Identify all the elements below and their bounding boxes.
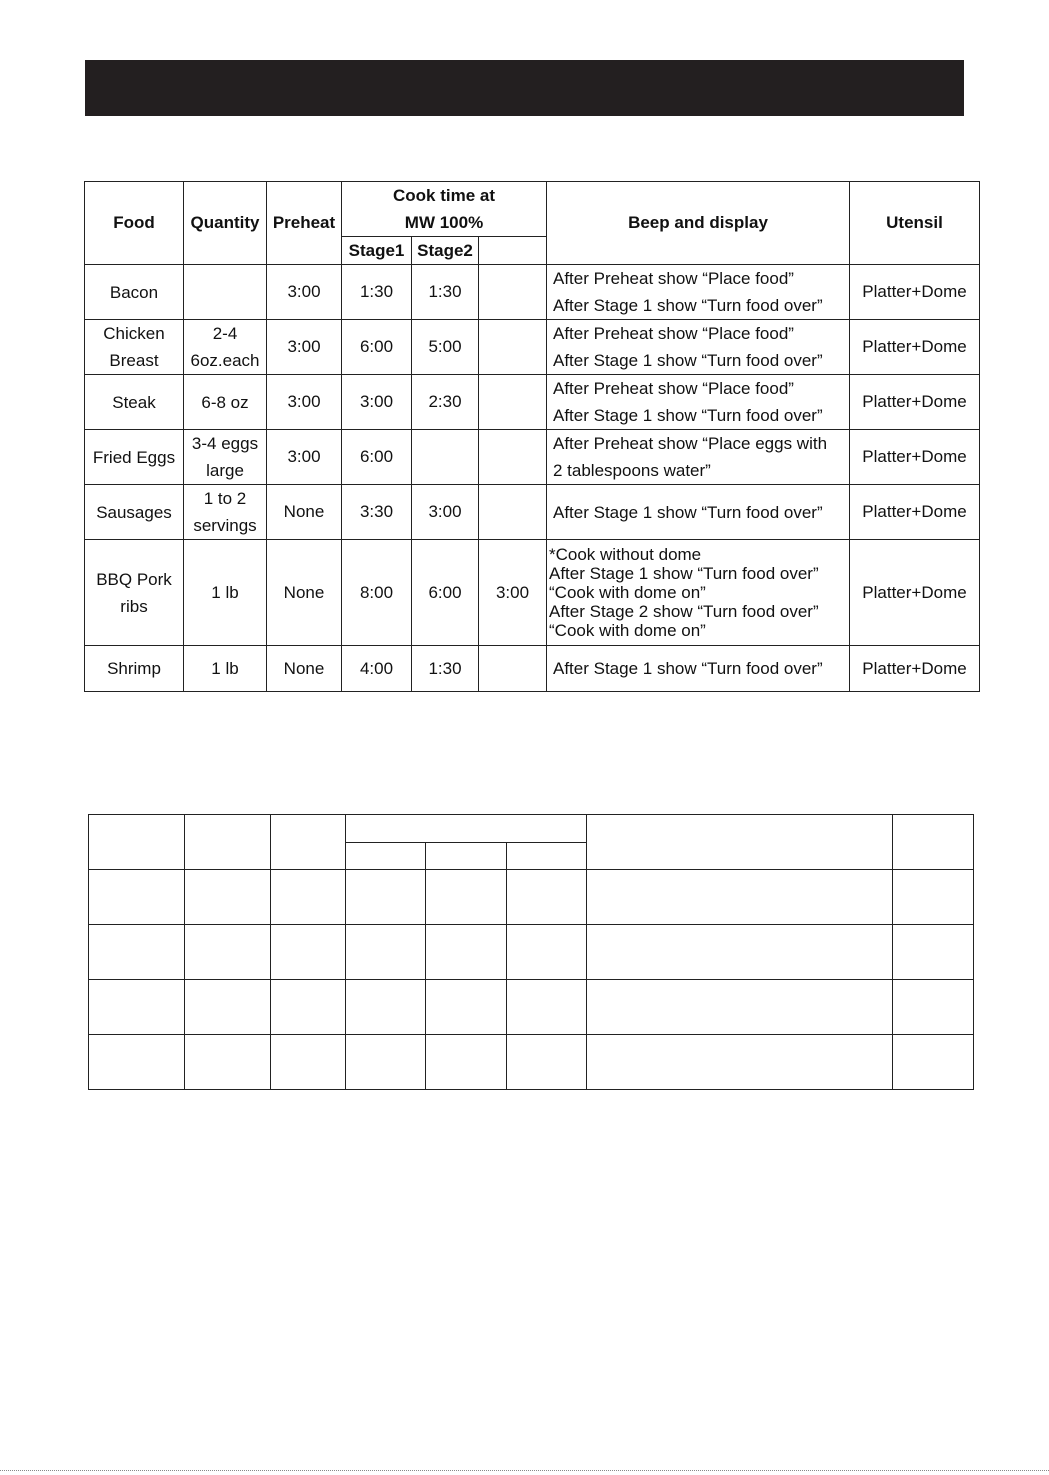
cell-beep-display-line: After Stage 2 show “Turn food over” <box>549 602 819 621</box>
blank-row <box>89 980 974 1035</box>
blank-cell <box>271 980 346 1035</box>
cell-quantity-line: large <box>206 461 244 480</box>
blank-cell <box>346 925 426 980</box>
blank-row <box>89 925 974 980</box>
blank-cell <box>426 925 507 980</box>
blank-cell <box>507 980 587 1035</box>
blank-cell <box>89 980 185 1035</box>
blank-cell <box>89 870 185 925</box>
blank-cell <box>587 870 893 925</box>
cell-quantity-line: 1 lb <box>211 583 239 602</box>
blank-cell <box>89 815 185 870</box>
cell-utensil: Platter+Dome <box>850 646 980 692</box>
blank-cell <box>185 870 271 925</box>
cell-utensil: Platter+Dome <box>850 265 980 320</box>
cell-food-line: ribs <box>120 596 148 616</box>
blank-cell <box>893 925 974 980</box>
cell-stage3 <box>479 485 547 540</box>
cell-quantity <box>184 320 267 375</box>
table-row <box>85 265 980 320</box>
cell-utensil: Platter+Dome <box>850 375 980 430</box>
blank-cell <box>507 870 587 925</box>
cell-beep-display <box>547 265 850 320</box>
cell-utensil: Platter+Dome <box>850 430 980 485</box>
cell-food-line: Steak <box>112 392 156 412</box>
cell-beep-display <box>547 430 850 485</box>
blank-cell <box>426 980 507 1035</box>
blank-cell <box>893 980 974 1035</box>
cooking-guide-table <box>84 181 980 692</box>
cell-food <box>85 375 184 430</box>
cell-stage3: 3:00 <box>479 540 547 646</box>
cell-stage3 <box>479 375 547 430</box>
table-row <box>85 485 980 540</box>
cell-stage2: 1:30 <box>412 646 479 692</box>
blank-cell <box>271 925 346 980</box>
blank-cell <box>346 980 426 1035</box>
cell-utensil: Platter+Dome <box>850 320 980 375</box>
cell-quantity <box>184 540 267 646</box>
cell-beep-display-line: “Cook with dome on” <box>549 583 706 602</box>
cell-stage1: 4:00 <box>342 646 412 692</box>
cell-utensil: Platter+Dome <box>850 540 980 646</box>
cell-beep-display-line: After Preheat show “Place food” <box>553 324 794 343</box>
blank-cell <box>89 1035 185 1090</box>
blank-cell <box>346 870 426 925</box>
cell-quantity-line: 1 lb <box>211 659 239 678</box>
cell-quantity-line: 2-4 <box>212 324 238 343</box>
cell-food <box>85 430 184 485</box>
header-cook-time-line1: Cook time at <box>392 186 496 205</box>
cell-quantity <box>184 375 267 430</box>
cell-quantity-line: 3-4 eggs <box>191 434 259 453</box>
cell-food-line: Sausages <box>96 502 172 522</box>
cell-beep-display-line: After Stage 1 show “Turn food over” <box>553 351 823 370</box>
blank-cell <box>587 925 893 980</box>
blank-cell <box>587 1035 893 1090</box>
cell-stage3 <box>479 320 547 375</box>
cell-preheat: 3:00 <box>267 375 342 430</box>
cell-beep-display-line: After Stage 1 show “Turn food over” <box>553 659 823 678</box>
blank-cell <box>271 815 346 870</box>
cell-stage3 <box>479 646 547 692</box>
cell-beep-display-line: After Stage 1 show “Turn food over” <box>549 564 819 583</box>
cell-beep-display-line: After Preheat show “Place eggs with <box>553 434 828 453</box>
blank-cell <box>271 870 346 925</box>
header-food: Food <box>85 182 184 265</box>
blank-cell <box>893 815 974 870</box>
cell-food <box>85 540 184 646</box>
blank-cell <box>507 925 587 980</box>
cell-preheat: None <box>267 646 342 692</box>
cell-preheat: None <box>267 540 342 646</box>
blank-cell <box>587 980 893 1035</box>
cell-quantity-line: 1 to 2 <box>203 489 247 508</box>
cell-food-line: Shrimp <box>107 659 161 678</box>
cell-beep-display-line: After Stage 1 show “Turn food over” <box>553 296 823 315</box>
cell-stage2: 5:00 <box>412 320 479 375</box>
cell-stage1: 8:00 <box>342 540 412 646</box>
cell-quantity-line: 6-8 oz <box>201 392 249 412</box>
cell-preheat: 3:00 <box>267 430 342 485</box>
blank-cell <box>185 980 271 1035</box>
header-beep-display: Beep and display <box>547 182 850 265</box>
cell-quantity-line: servings <box>193 516 257 535</box>
header-stage3 <box>479 237 547 265</box>
cell-beep-display-line: 2 tablespoons water” <box>553 461 711 480</box>
blank-row <box>89 1035 974 1090</box>
cell-utensil: Platter+Dome <box>850 485 980 540</box>
header-stage2: Stage2 <box>412 237 479 265</box>
cell-stage1: 3:30 <box>342 485 412 540</box>
cell-food-line: BBQ Pork <box>96 569 172 589</box>
cell-beep-display <box>547 540 850 646</box>
cell-stage2 <box>412 430 479 485</box>
blank-row <box>89 870 974 925</box>
section-header-bar <box>85 60 964 116</box>
cell-beep-display <box>547 320 850 375</box>
cell-stage2: 6:00 <box>412 540 479 646</box>
table-row <box>85 540 980 646</box>
cell-stage1: 1:30 <box>342 265 412 320</box>
cell-food-line: Chicken <box>103 324 165 343</box>
cell-beep-display-line: After Preheat show “Place food” <box>553 269 794 288</box>
cell-beep-display-line: After Stage 1 show “Turn food over” <box>553 406 823 425</box>
cell-food-line: Fried Eggs <box>92 447 176 467</box>
cell-quantity <box>184 485 267 540</box>
blank-cell <box>346 843 426 870</box>
cell-preheat: None <box>267 485 342 540</box>
header-stage1: Stage1 <box>342 237 412 265</box>
cell-beep-display-line: After Preheat show “Place food” <box>553 379 794 398</box>
blank-cell <box>346 815 587 843</box>
cell-beep-display <box>547 375 850 430</box>
blank-header-row <box>89 815 974 843</box>
blank-cell <box>507 1035 587 1090</box>
blank-cell <box>587 815 893 870</box>
footer-divider <box>0 1470 1049 1471</box>
cell-beep-display-line: “Cook with dome on” <box>549 621 706 640</box>
cell-stage1: 6:00 <box>342 320 412 375</box>
blank-cell <box>271 1035 346 1090</box>
cell-stage2: 2:30 <box>412 375 479 430</box>
table-row <box>85 646 980 692</box>
blank-cell <box>89 925 185 980</box>
cell-beep-display-line: *Cook without dome <box>549 545 702 564</box>
cell-food <box>85 646 184 692</box>
table-row <box>85 375 980 430</box>
cell-beep-display <box>547 646 850 692</box>
blank-cell <box>346 1035 426 1090</box>
blank-cell <box>426 1035 507 1090</box>
cell-food <box>85 265 184 320</box>
cell-quantity <box>184 430 267 485</box>
cell-stage3 <box>479 430 547 485</box>
table-header-row <box>85 182 980 237</box>
cell-food <box>85 485 184 540</box>
cell-food <box>85 320 184 375</box>
header-preheat: Preheat <box>267 182 342 265</box>
cell-beep-display <box>547 485 850 540</box>
header-cook-time <box>342 182 547 237</box>
cell-food-line: Breast <box>109 351 159 370</box>
header-utensil: Utensil <box>850 182 980 265</box>
blank-cell <box>426 870 507 925</box>
blank-cell <box>893 1035 974 1090</box>
cell-stage2: 3:00 <box>412 485 479 540</box>
blank-cell <box>185 925 271 980</box>
blank-cell <box>893 870 974 925</box>
table-row <box>85 320 980 375</box>
cell-quantity <box>184 646 267 692</box>
cell-food-line: Bacon <box>109 282 159 302</box>
table-row <box>85 430 980 485</box>
blank-table <box>88 814 974 1090</box>
cell-stage1: 3:00 <box>342 375 412 430</box>
cell-preheat: 3:00 <box>267 265 342 320</box>
blank-cell <box>507 843 587 870</box>
header-cook-time-line2: MW 100% <box>404 213 484 232</box>
cell-quantity-line: 6oz.each <box>190 351 260 370</box>
blank-cell <box>426 843 507 870</box>
cell-stage1: 6:00 <box>342 430 412 485</box>
cell-preheat: 3:00 <box>267 320 342 375</box>
cooking-table-body <box>85 265 980 692</box>
header-quantity: Quantity <box>184 182 267 265</box>
cell-stage3 <box>479 265 547 320</box>
blank-cell <box>185 815 271 870</box>
blank-cell <box>185 1035 271 1090</box>
cell-stage2: 1:30 <box>412 265 479 320</box>
cell-quantity <box>184 265 267 320</box>
cell-beep-display-line: After Stage 1 show “Turn food over” <box>553 502 823 522</box>
